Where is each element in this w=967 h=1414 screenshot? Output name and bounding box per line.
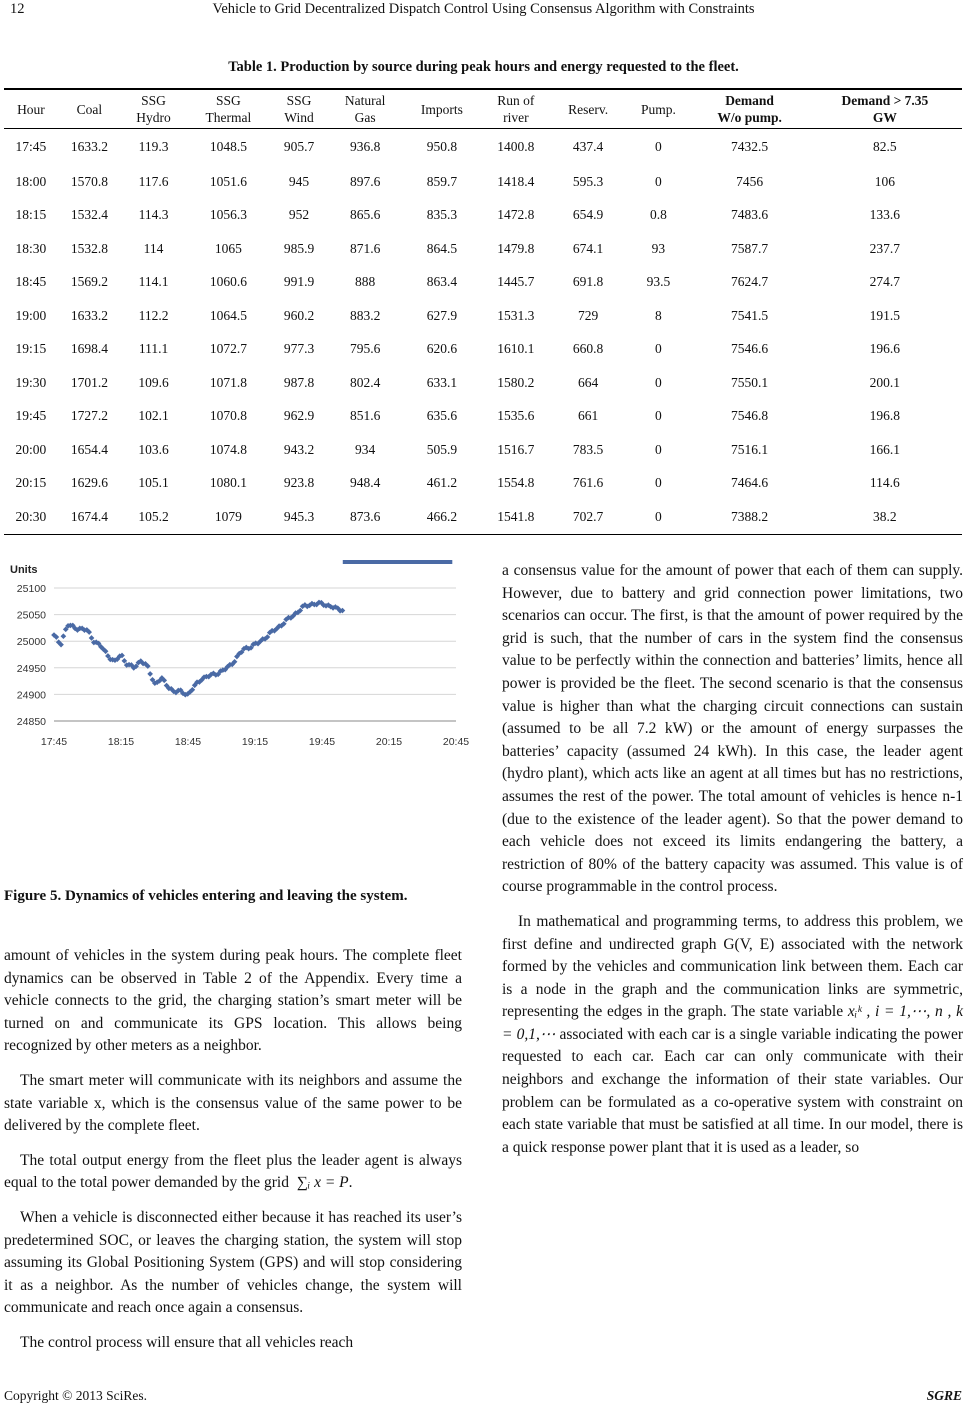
column-header-line: Pump. bbox=[640, 101, 676, 117]
table-cell: 18:30 bbox=[15, 240, 47, 256]
y-tick-label: 24900 bbox=[16, 689, 46, 702]
table-row bbox=[4, 299, 962, 333]
table-header-row bbox=[4, 89, 962, 129]
column-header-line: Demand > 7.35 bbox=[841, 93, 929, 108]
table-cell: 987.8 bbox=[283, 374, 315, 390]
table-cell: 1080.1 bbox=[209, 475, 247, 491]
table-cell: 1674.4 bbox=[70, 508, 108, 524]
table-row bbox=[4, 333, 962, 367]
x-tick-label: 18:15 bbox=[107, 736, 135, 748]
time-index-math: k = 0,1,⋯ bbox=[502, 1003, 963, 1043]
column-header bbox=[403, 89, 481, 129]
table-cell: 1531.3 bbox=[497, 307, 535, 323]
table-cell: 38.2 bbox=[873, 508, 897, 524]
table-cell: 105.2 bbox=[138, 508, 169, 524]
journal-abbrev: SGRE bbox=[926, 1388, 962, 1403]
table-cell: 702.7 bbox=[572, 508, 604, 524]
column-header-line: Coal bbox=[76, 101, 103, 117]
paragraph: The control process will ensure that all vehicles reach bbox=[20, 1333, 354, 1351]
scatter-chart-svg bbox=[4, 560, 470, 870]
table-cell: 82.5 bbox=[873, 139, 897, 154]
paragraph: a consensus value for the amount of power that each of them can supply. However, due to battery and grid connection power limitations, two scenarios can occur. The first, is that the amount of power required by the grid is such, that the number of cars in the system find the consensus value to be perfectly within the connection and batteries’ limits, hence all power is provided be the fleet. The second scenario is that the consensus value is higher than what the charging circuit connections can sustain (assumed to be all 7.2 kW) or the amount of energy surpasses the batteries’ capacity (assumed 24 kWh). In this case, the leader agent (hydro plant), which acts like an agent at all times but has no restrictions, assumes the rest of the power. The total amount of vehicles is hence n-1 (due to the existence of the leader agent). So that the power demand to each vehicle does not exceed its limits endangering the battery, a restriction of 80% of the battery capacity was assumed. This value is of course programmable in the control process. bbox=[502, 562, 963, 896]
table-cell: 1070.8 bbox=[209, 408, 247, 424]
table-cell: 943.2 bbox=[283, 441, 315, 457]
column-header bbox=[58, 89, 121, 129]
table-cell: 7587.7 bbox=[731, 240, 769, 256]
column-header bbox=[481, 89, 551, 129]
table-cell: 691.8 bbox=[572, 274, 604, 290]
table-cell: 7541.5 bbox=[731, 307, 769, 323]
table-cell: 0 bbox=[655, 173, 662, 189]
table-cell: 871.6 bbox=[349, 240, 381, 256]
table-cell: 883.2 bbox=[349, 307, 381, 323]
table-cell: 859.7 bbox=[426, 173, 458, 189]
table-cell: 1535.6 bbox=[497, 408, 535, 424]
table-cell: 20:30 bbox=[15, 508, 47, 524]
column-header bbox=[691, 89, 807, 129]
paragraph-text: The total output energy from the fleet plus the leader agent is always equal to the total power demanded by the grid bbox=[4, 1151, 462, 1192]
table-cell: 7432.5 bbox=[731, 139, 769, 154]
table-cell: 1479.8 bbox=[497, 240, 535, 256]
table-cell: 19:45 bbox=[15, 408, 47, 424]
table-cell: 664 bbox=[577, 374, 599, 390]
table-cell: 952 bbox=[288, 207, 310, 223]
table-cell: 19:15 bbox=[15, 341, 47, 357]
table-cell: 1633.2 bbox=[70, 139, 108, 154]
table-cell: 112.2 bbox=[138, 307, 169, 323]
table-cell: 18:15 bbox=[15, 207, 47, 223]
table-cell: 114 bbox=[143, 240, 164, 256]
table-cell: 761.6 bbox=[572, 475, 604, 491]
figure-5-chart bbox=[4, 560, 470, 870]
column-header-line: Hour bbox=[17, 101, 45, 117]
table-cell: 1071.8 bbox=[209, 374, 247, 390]
column-header-line: Natural bbox=[344, 93, 386, 108]
table-cell: 18:00 bbox=[15, 173, 47, 189]
column-header-line: Wind bbox=[284, 110, 314, 125]
table-cell: 103.6 bbox=[138, 441, 169, 457]
paragraph: amount of vehicles in the system during peak hours. The complete fleet dynamics can be observed in Table 2 of the Appendix. Every time a vehicle connects to the grid, the charging station’s smart meter will be turned on and communicate its GPS location. This allows being recognized by other meters as a neighbor. bbox=[4, 947, 462, 1055]
table-cell: 905.7 bbox=[283, 139, 315, 154]
table-cell: 102.1 bbox=[138, 408, 169, 424]
table-cell: 114.3 bbox=[138, 207, 169, 223]
table-cell: 1516.7 bbox=[497, 441, 535, 457]
column-header bbox=[4, 89, 58, 129]
state-variable-math: xᵢᵏ , bbox=[847, 1003, 871, 1021]
table-cell: 0 bbox=[655, 341, 662, 357]
table-cell: 114.1 bbox=[138, 274, 169, 290]
copyright: Copyright © 2013 SciRes. bbox=[4, 1388, 148, 1403]
table-cell: 985.9 bbox=[283, 240, 315, 256]
table-cell: 196.6 bbox=[869, 341, 901, 357]
table-cell: 1400.8 bbox=[497, 139, 535, 154]
table-cell: 274.7 bbox=[869, 274, 901, 290]
table-cell: 0 bbox=[655, 441, 662, 457]
table-cell: 865.6 bbox=[349, 207, 381, 223]
column-header bbox=[121, 89, 186, 129]
table-cell: 948.4 bbox=[349, 475, 381, 491]
table-cell: 1727.2 bbox=[70, 408, 108, 424]
table-cell: 1541.8 bbox=[497, 508, 535, 524]
table-cell: 729 bbox=[577, 307, 599, 323]
table-row bbox=[4, 467, 962, 501]
index-range-math: i = 1,⋯, n , bbox=[874, 1003, 952, 1021]
table-cell: 1580.2 bbox=[497, 374, 535, 390]
table-cell: 1064.5 bbox=[209, 307, 247, 323]
table-cell: 1445.7 bbox=[497, 274, 535, 290]
table-cell: 945 bbox=[288, 173, 310, 189]
table-cell: 864.5 bbox=[426, 240, 458, 256]
table-cell: 945.3 bbox=[283, 508, 315, 524]
table-cell: 1610.1 bbox=[497, 341, 535, 357]
table-cell: 960.2 bbox=[283, 307, 315, 323]
table-cell: 1074.8 bbox=[209, 441, 247, 457]
table-cell: 20:00 bbox=[15, 441, 47, 457]
table-cell: 835.3 bbox=[426, 207, 458, 223]
table-cell: 851.6 bbox=[349, 408, 381, 424]
x-tick-label: 17:45 bbox=[40, 736, 68, 748]
table-cell: 962.9 bbox=[283, 408, 315, 424]
table-cell: 7546.6 bbox=[731, 341, 769, 357]
table-cell: 1079 bbox=[214, 508, 242, 524]
paragraph: The total output energy from the fleet plus the leader agent is always equal to the total power demanded by the grid ∑ᵢ x = P. bbox=[4, 1151, 462, 1192]
paragraph-text: associated with each car is a single variable indicating the power requested to each car. Each car can only communicate with their neighbors and exchange the information of their state variables. Our problem can be formulated as a co-operative system with constraint on each state variable that must be satisfied at all time. In our model, there is a quick response power plant that it is used as a leader, so bbox=[502, 1025, 963, 1156]
table-cell: 1060.6 bbox=[209, 274, 247, 290]
x-tick-label: 18:45 bbox=[174, 736, 202, 748]
table-body bbox=[4, 129, 962, 535]
table-cell: 20:15 bbox=[15, 475, 47, 491]
table-cell: 1698.4 bbox=[70, 341, 108, 357]
table-cell: 936.8 bbox=[349, 139, 381, 154]
table-cell: 1472.8 bbox=[497, 207, 535, 223]
x-tick-label: 19:15 bbox=[241, 736, 269, 748]
table-cell: 7483.6 bbox=[731, 207, 769, 223]
table-cell: 595.3 bbox=[572, 173, 604, 189]
column-header-line: Thermal bbox=[205, 110, 252, 125]
table-cell: 200.1 bbox=[869, 374, 901, 390]
left-column-text bbox=[4, 945, 462, 1367]
paragraph bbox=[502, 911, 963, 1160]
table-cell: 0 bbox=[655, 139, 662, 154]
column-header-line: Reserv. bbox=[568, 101, 609, 117]
table-cell: 93 bbox=[651, 240, 666, 256]
page-number: 12 bbox=[10, 1, 25, 17]
table-cell: 19:00 bbox=[15, 307, 47, 323]
figure-caption: Figure 5. Dynamics of vehicles entering and leaving the system. bbox=[4, 888, 408, 904]
table-cell: 795.6 bbox=[349, 341, 381, 357]
table-row bbox=[4, 165, 962, 199]
table-row bbox=[4, 433, 962, 467]
table-cell: 0 bbox=[655, 408, 662, 424]
column-header-line: Imports bbox=[420, 101, 463, 117]
table-cell: 950.8 bbox=[426, 139, 458, 154]
table-caption: Table 1. Production by source during peak hours and energy requested to the fleet. bbox=[228, 59, 739, 75]
table-row bbox=[4, 129, 962, 166]
table-cell: 654.9 bbox=[572, 207, 604, 223]
table-cell: 674.1 bbox=[572, 240, 604, 256]
data-point bbox=[448, 560, 452, 564]
column-header-line: Run of bbox=[497, 93, 535, 108]
table-cell: 106 bbox=[874, 173, 895, 189]
table-cell: 802.4 bbox=[349, 374, 381, 390]
table-cell: 191.5 bbox=[869, 307, 901, 323]
y-tick-label: 24850 bbox=[16, 716, 46, 728]
table-cell: 7388.2 bbox=[731, 508, 769, 524]
table-row bbox=[4, 199, 962, 233]
data-point bbox=[89, 635, 95, 641]
column-header bbox=[551, 89, 626, 129]
column-header-line: SSG bbox=[286, 93, 312, 108]
column-header bbox=[271, 89, 328, 129]
table-cell: 7464.6 bbox=[731, 475, 769, 491]
table-cell: 7516.1 bbox=[731, 441, 769, 457]
table-cell: 117.6 bbox=[138, 173, 169, 189]
column-header-line: Gas bbox=[354, 110, 376, 125]
table-cell: 635.6 bbox=[426, 408, 458, 424]
table-cell: 1532.8 bbox=[70, 240, 108, 256]
table-cell: 437.4 bbox=[572, 139, 604, 154]
table-cell: 1056.3 bbox=[209, 207, 247, 223]
table-cell: 923.8 bbox=[283, 475, 315, 491]
table-cell: 0 bbox=[655, 508, 662, 524]
column-header-line: W/o pump. bbox=[717, 110, 782, 125]
running-header bbox=[0, 0, 967, 20]
table-cell: 1701.2 bbox=[70, 374, 108, 390]
table-cell: 119.3 bbox=[138, 139, 169, 154]
paragraph-text: In mathematical and programming terms, to address this problem, we first define and undirected graph G(V, E) associated with the network formed by the vehicles and communication link between them. Each car is a node in the graph and the communication links are symmetric, representing the edges in the graph. The state variable bbox=[502, 912, 963, 1021]
column-header-line: SSG bbox=[141, 93, 166, 108]
table-cell: 505.9 bbox=[426, 441, 458, 457]
paragraph: When a vehicle is disconnected either because it has reached its user’s predetermined SOC, or leaves the charging station, the system will stop assuming its Global Positioning System (GPS) and will stop considering it as a neighbor. As the number of vehicles change, the system will communicate and reach once again a consensus. bbox=[4, 1208, 462, 1317]
table-cell: 7624.7 bbox=[731, 274, 769, 290]
table-cell: 1654.4 bbox=[70, 441, 108, 457]
y-tick-label: 24950 bbox=[16, 662, 46, 675]
table-cell: 660.8 bbox=[572, 341, 604, 357]
table-cell: 114.6 bbox=[869, 475, 900, 491]
table-cell: 620.6 bbox=[426, 341, 458, 357]
x-tick-label: 20:15 bbox=[375, 736, 403, 748]
table-cell: 7456 bbox=[736, 173, 764, 189]
table-cell: 873.6 bbox=[349, 508, 381, 524]
table-row bbox=[4, 366, 962, 400]
table-cell: 1633.2 bbox=[70, 307, 108, 323]
table-row bbox=[4, 500, 962, 534]
production-table bbox=[4, 88, 962, 535]
x-tick-label: 20:45 bbox=[442, 736, 470, 748]
data-point bbox=[147, 671, 153, 677]
column-header-line: Demand bbox=[725, 93, 774, 108]
table-cell: 461.2 bbox=[426, 475, 458, 491]
table-cell: 105.1 bbox=[138, 475, 169, 491]
sum-equation: ∑ᵢ x = P bbox=[296, 1174, 349, 1192]
right-column-text bbox=[502, 560, 963, 1171]
table-cell: 111.1 bbox=[138, 341, 169, 357]
y-axis-label: Units bbox=[10, 564, 38, 576]
column-header-line: GW bbox=[872, 110, 897, 125]
table-cell: 863.4 bbox=[426, 274, 458, 290]
table-cell: 19:30 bbox=[15, 374, 47, 390]
running-title: Vehicle to Grid Decentralized Dispatch Control Using Consensus Algorithm with Constraints bbox=[212, 1, 755, 17]
table-cell: 237.7 bbox=[869, 240, 901, 256]
table-cell: 18:45 bbox=[15, 274, 47, 290]
table-cell: 0 bbox=[655, 374, 662, 390]
column-header bbox=[186, 89, 270, 129]
table-cell: 0.8 bbox=[649, 207, 667, 223]
table-cell: 17:45 bbox=[15, 139, 47, 154]
table-cell: 1554.8 bbox=[497, 475, 535, 491]
table-cell: 1569.2 bbox=[70, 274, 108, 290]
table-cell: 1065 bbox=[214, 240, 242, 256]
table-cell: 0 bbox=[655, 475, 662, 491]
table-cell: 633.1 bbox=[426, 374, 458, 390]
table-cell: 888 bbox=[355, 274, 376, 290]
y-tick-label: 25050 bbox=[16, 609, 46, 622]
table-cell: 196.8 bbox=[869, 408, 901, 424]
table-cell: 1570.8 bbox=[70, 173, 108, 189]
column-header-line: river bbox=[503, 110, 529, 125]
table-cell: 93.5 bbox=[646, 274, 671, 290]
table-cell: 783.5 bbox=[572, 441, 604, 457]
paragraph: The smart meter will communicate with its neighbors and assume the state variable x, which is the consensus value of the same power to be delivered by the complete fleet. bbox=[4, 1071, 462, 1135]
table-cell: 1532.4 bbox=[70, 207, 108, 223]
table-cell: 977.3 bbox=[283, 341, 315, 357]
table-cell: 466.2 bbox=[426, 508, 458, 524]
table-cell: 133.6 bbox=[869, 207, 901, 223]
table-cell: 1629.6 bbox=[70, 475, 108, 491]
table-cell: 661 bbox=[577, 408, 599, 424]
column-header-line: Hydro bbox=[136, 110, 171, 125]
data-point bbox=[61, 633, 67, 639]
y-tick-label: 25100 bbox=[16, 583, 46, 595]
table-cell: 897.6 bbox=[349, 173, 381, 189]
table-row bbox=[4, 266, 962, 300]
column-header bbox=[625, 89, 691, 129]
table-cell: 1418.4 bbox=[497, 173, 535, 189]
y-tick-label: 25000 bbox=[16, 636, 46, 649]
table-cell: 1051.6 bbox=[209, 173, 247, 189]
table-cell: 934 bbox=[355, 441, 376, 457]
column-header bbox=[327, 89, 403, 129]
table-row bbox=[4, 232, 962, 266]
table-cell: 7546.8 bbox=[731, 408, 769, 424]
column-header bbox=[808, 89, 962, 129]
table-cell: 1048.5 bbox=[209, 139, 247, 154]
table-cell: 8 bbox=[655, 307, 662, 323]
table-cell: 627.9 bbox=[426, 307, 458, 323]
table-cell: 166.1 bbox=[869, 441, 901, 457]
column-header-line: SSG bbox=[216, 93, 241, 108]
table-cell: 7550.1 bbox=[731, 374, 769, 390]
x-tick-label: 19:45 bbox=[308, 736, 336, 748]
table-cell: 1072.7 bbox=[209, 341, 247, 357]
table-cell: 109.6 bbox=[138, 374, 169, 390]
table-row bbox=[4, 400, 962, 434]
table-cell: 991.9 bbox=[283, 274, 315, 290]
